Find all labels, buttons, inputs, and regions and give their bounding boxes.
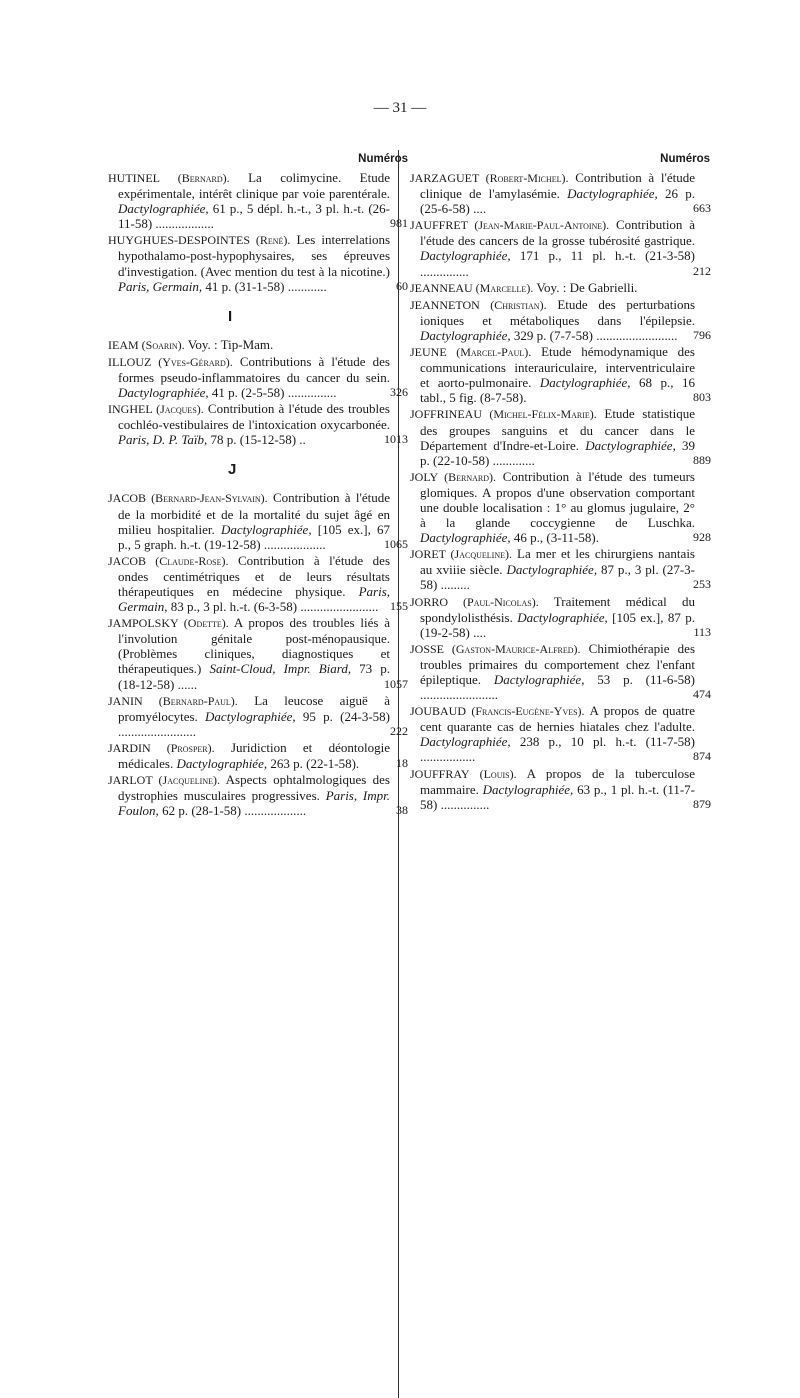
entry-number: 1065 xyxy=(384,536,408,551)
entries-block-j xyxy=(108,490,408,819)
entry-number: 212 xyxy=(693,263,711,278)
entry-number: 222 xyxy=(390,723,408,738)
entry-details: 46 p., (3-11-58). xyxy=(510,530,599,546)
entry-title: Contribution à l'étude des ondes centimétriques et de leurs résultats thérapeutiques en médecine physique. xyxy=(118,552,391,599)
entry-title: Contribution à l'étude des tumeurs glomiques. A propos d'une observation comportant une double localisation : 1° au glomus jugulaire, 2° à la glande coccygienne de Luschka. xyxy=(420,468,695,531)
entry-publisher: Paris, Germain, xyxy=(118,583,390,615)
entry-author: IEAM (Soarin). xyxy=(108,337,185,352)
entry-publisher: Dactylographiée, xyxy=(220,521,312,537)
entry-title: Chimiothérapie des troubles primaires du comportement chez l'enfant épileptique. xyxy=(420,640,696,687)
entries-block-h xyxy=(108,170,408,294)
index-entry xyxy=(108,170,408,232)
entry-publisher: Dactylographiée, xyxy=(539,375,631,391)
entry-author: JOSSE (Gaston-Maurice-Alfred). xyxy=(410,641,581,656)
entry-author: JAMPOLSKY (Odette). xyxy=(108,616,229,631)
entry-details: 39 p. (22-10-58) ............. xyxy=(420,437,695,468)
entry-author: JANIN (Bernard-Paul). xyxy=(108,693,238,708)
entry-title: Contributions à l'étude des formes pseudo-inflammatoires du cancer du sein. xyxy=(118,353,390,385)
entry-details: [105 ex.], 87 p. (19-2-58) .... xyxy=(420,609,695,640)
column-header-right: Numéros xyxy=(660,153,710,165)
index-entry xyxy=(108,490,408,552)
entry-author: JACOB (Claude-Rose). xyxy=(108,553,229,568)
entry-details: 61 p., 5 dépl. h.-t., 3 pl. h.-t. (26-11-58) .................. xyxy=(118,201,390,232)
column-header-left: Numéros xyxy=(358,153,408,165)
entry-number: 253 xyxy=(693,577,711,592)
index-entry xyxy=(410,344,711,406)
index-entry xyxy=(410,703,711,765)
entries-block-j-cont xyxy=(410,170,711,812)
entry-author: JEANNETON (Christian). xyxy=(410,297,547,312)
entry-author: JOUFFRAY (Louis). xyxy=(410,766,517,781)
entry-number: 474 xyxy=(693,687,711,702)
entry-details: 63 p., 1 pl. h.-t. (11-7-58) ............... xyxy=(420,781,695,812)
entry-title: Contribution à l'étude clinique de l'amylasémie. xyxy=(420,170,695,202)
entry-number: 981 xyxy=(390,216,408,231)
entry-publisher: Dactylographiée, xyxy=(118,201,209,217)
index-entry xyxy=(410,217,711,279)
entry-details: 68 p., 16 tabl., 5 fig. (8-7-58). xyxy=(420,375,695,406)
entry-author: JOFFRINEAU (Michel-Félix-Marie). xyxy=(410,407,597,422)
entry-details: 41 p. (2-5-58) ............... xyxy=(208,385,337,401)
entry-number: 1013 xyxy=(384,432,408,447)
entry-details: 83 p., 3 pl. h.-t. (6-3-58) ........................ xyxy=(167,599,379,615)
entry-title: Les interrelations hypothalamo-post-hypophysaires, ses épreuves d'investigation. (Avec mention du test à la nicotine.) xyxy=(118,232,390,279)
entry-title: Etude hémodynamique des communications interauriculaire, interventriculaire et aorto-pulmonaire. xyxy=(420,344,695,391)
index-entry xyxy=(410,765,711,812)
index-entry xyxy=(108,739,408,771)
entry-number: 60 xyxy=(396,278,408,293)
index-entry xyxy=(410,170,711,217)
entry-publisher: Dactylographiée, xyxy=(205,708,296,724)
entry-title: Voy. : Tip-Mam. xyxy=(187,336,274,352)
entry-publisher: Dactylographiée, xyxy=(506,562,598,578)
entry-author: HUTINEL (Bernard). xyxy=(108,171,230,185)
entry-details: 263 p. (22-1-58). xyxy=(267,756,360,771)
index-entry xyxy=(108,692,408,739)
entries-block-i xyxy=(108,336,408,448)
entry-author: JORET (Jacqueline). xyxy=(410,547,512,562)
entry-publisher: Dactylographiée, xyxy=(118,385,209,401)
entry-details: 73 p. (18-12-58) ...... xyxy=(118,661,390,692)
entry-publisher: Dactylographiée, xyxy=(493,672,585,687)
entry-number: 803 xyxy=(693,390,711,405)
index-entry xyxy=(108,552,408,615)
entry-title: La leucose aiguë à promyélocytes. xyxy=(118,692,390,724)
entry-number: 796 xyxy=(693,327,711,342)
entry-publisher: Dactylographiée, xyxy=(482,781,574,797)
entry-details: 53 p. (11-6-58) ........................ xyxy=(420,672,695,703)
entry-author: JACOB (Bernard-Jean-Sylvain). xyxy=(108,491,268,506)
entry-author: JARZAGUET (Robert-Michel). xyxy=(410,171,569,185)
entry-title: Contribution à l'étude des cancers de la grosse tubérosité gastrique. xyxy=(420,217,695,249)
entry-details: 78 p. (15-12-58) .. xyxy=(207,432,306,448)
entry-details: 238 p., 10 pl. h.-t. (11-7-58) ................. xyxy=(420,734,695,765)
entry-number: 38 xyxy=(396,803,408,818)
entry-title: La mer et les chirurgiens nantais au xviiie siècle. xyxy=(420,546,695,578)
entry-publisher: Saint-Cloud, Impr. Biard, xyxy=(209,661,352,677)
right-column xyxy=(410,152,711,813)
entry-publisher: Dactylographiée, xyxy=(420,734,511,750)
page-number: — 31 — xyxy=(373,100,427,116)
entry-details: 26 p. (25-6-58) .... xyxy=(420,186,696,217)
column-divider xyxy=(398,150,399,1398)
entry-publisher: Dactylographiée, xyxy=(420,530,511,546)
entry-publisher: Dactylographiée, xyxy=(420,327,511,343)
entry-details: 62 p. (28-1-58) ................... xyxy=(158,803,307,819)
entry-details: 41 p. (31-1-58) ............ xyxy=(202,278,327,294)
entry-title: A propos de quatre cent quarante cas de hernies hiatales chez l'adulte. xyxy=(420,703,696,735)
index-entry xyxy=(108,232,408,294)
index-entry xyxy=(410,280,695,296)
entry-number: 928 xyxy=(693,530,711,545)
index-entry xyxy=(410,468,711,546)
entry-author: INGHEL (Jacques). xyxy=(108,402,204,417)
index-entry xyxy=(108,401,408,448)
entry-author: JAUFFRET (Jean-Marie-Paul-Antoine). xyxy=(410,218,610,233)
index-entry xyxy=(410,546,711,593)
entry-publisher: Dactylographiée, xyxy=(517,609,608,625)
entry-number: 874 xyxy=(693,749,711,764)
entry-number: 18 xyxy=(396,756,408,770)
entry-author: HUYGHUES-DESPOINTES (René). xyxy=(108,233,291,248)
index-entry xyxy=(108,615,408,692)
entry-title: Traitement médical du spondylolisthésis. xyxy=(420,593,696,625)
index-entry xyxy=(410,296,711,343)
index-entry xyxy=(410,640,711,703)
entry-author: JEUNE (Marcel-Paul). xyxy=(410,345,532,360)
entry-publisher: Dactylographiée, xyxy=(176,756,268,771)
entry-number: 1057 xyxy=(384,676,408,691)
entry-number: 889 xyxy=(693,452,711,467)
entry-title: Etude statistique des groupes sanguins et du cancer dans le Département d'Indre-et-Loire. xyxy=(420,406,695,453)
entry-details: 171 p., 11 pl. h.-t. (21-3-58) ............... xyxy=(420,248,695,279)
entry-publisher: Paris, Impr. Foulon, xyxy=(118,788,390,819)
letter-heading-j: J xyxy=(228,461,237,479)
entry-number: 879 xyxy=(693,796,711,811)
entry-author: JOUBAUD (Francis-Eugène-Yves). xyxy=(410,704,585,719)
letter-heading-i: I xyxy=(228,307,233,325)
entry-number: 326 xyxy=(390,385,408,400)
entry-number: 663 xyxy=(693,201,711,216)
entry-title: Juridiction et déontologie médicales. xyxy=(118,739,390,771)
entry-publisher: Paris, D. P. Taïb, xyxy=(118,432,208,448)
entry-author: JOLY (Bernard). xyxy=(410,469,497,484)
entry-details: [105 ex.], 67 p., 5 graph. h.-t. (19-12-58) ................... xyxy=(118,521,390,552)
entry-details: 329 p. (7-7-58) ......................... xyxy=(510,327,678,343)
entry-title: Contribution à l'étude des troubles cochléo-vestibulaires de l'intoxication oxycarbonée. xyxy=(118,401,390,433)
entry-details: 95 p. (24-3-58) ........................ xyxy=(118,708,390,739)
entry-author: JEANNEAU (Marcelle). xyxy=(410,280,534,295)
index-entry xyxy=(410,406,711,468)
index-entry xyxy=(410,593,711,640)
entry-title: Voy. : De Gabrielli. xyxy=(536,279,638,295)
entry-number: 155 xyxy=(390,599,408,614)
entry-title: Contribution à l'étude de la morbidité et de la mortalité du sujet âgé en milieu hospitalier. xyxy=(118,490,390,537)
entry-number: 113 xyxy=(693,624,711,639)
entry-author: JARDIN (Prosper). xyxy=(108,740,215,755)
entry-publisher: Dactylographiée, xyxy=(420,248,511,264)
left-column xyxy=(108,152,408,819)
entry-title: A propos de la tuberculose mammaire. xyxy=(420,765,695,797)
entry-author: JORRO (Paul-Nicolas). xyxy=(410,594,539,609)
index-entry xyxy=(108,353,408,401)
entry-author: ILLOUZ (Yves-Gérard). xyxy=(108,354,233,369)
entry-publisher: Paris, Germain, xyxy=(118,278,203,294)
entry-title: Aspects ophtalmologiques des dystrophies musculaires progressives. xyxy=(118,772,390,804)
entry-title: A propos des troubles liés à l'involution génitale post-ménopausique. (Problèmes cliniques, diagnostiques et thérapeutiques.) xyxy=(118,615,390,677)
index-entry xyxy=(108,337,390,353)
entry-publisher: Dactylographiée, xyxy=(585,437,676,453)
index-entry xyxy=(108,772,408,819)
entry-details: 87 p., 3 pl. (27-3-58) ......... xyxy=(420,562,696,593)
entry-title: Etude des perturbations ioniques et métaboliques dans l'épilepsie. xyxy=(420,296,696,328)
entry-author: JARLOT (Jacqueline). xyxy=(108,773,220,788)
entry-title: La colimycine. Etude expérimentale, intérêt clinique par voie parentérale. xyxy=(118,170,391,202)
entry-publisher: Dactylographiée, xyxy=(567,186,658,202)
